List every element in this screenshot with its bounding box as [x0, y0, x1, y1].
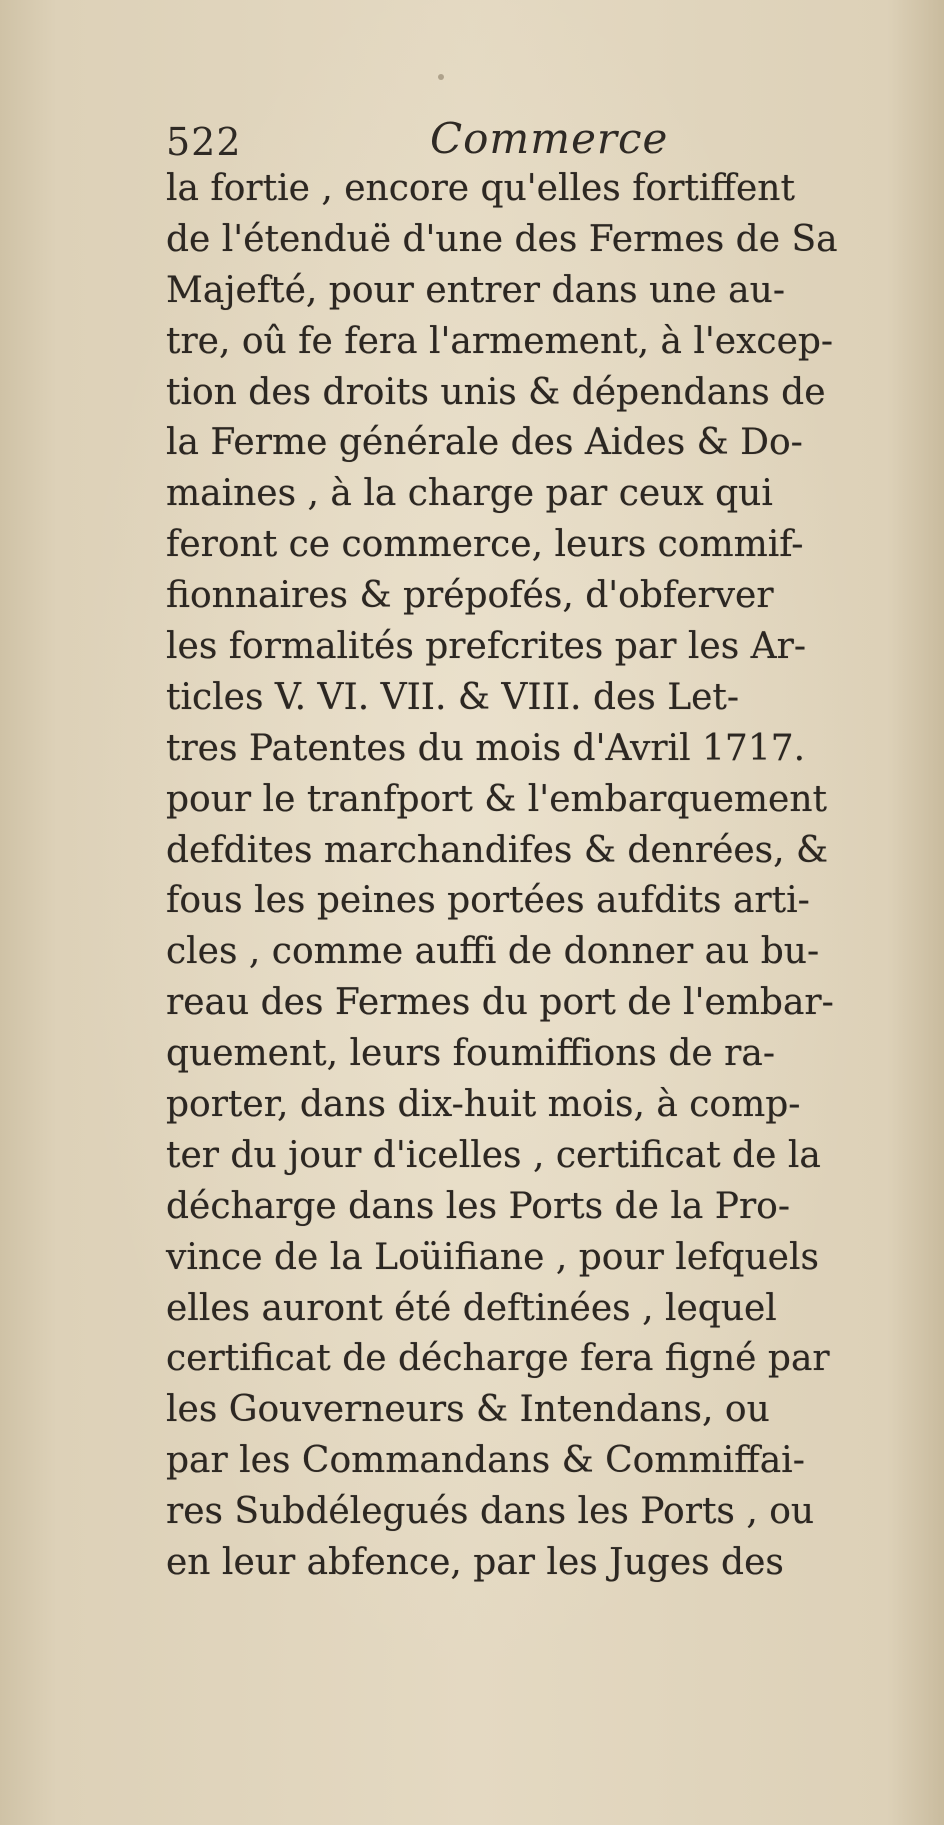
running-title: Commerce	[430, 114, 669, 163]
text-line: en leur abfence, par les Juges des	[166, 1542, 784, 1584]
text-line: defdites marchandifes & denrées, &	[166, 829, 829, 871]
text-line: reau des Fermes du port de l'embar-	[166, 982, 834, 1024]
text-line: porter, dans dix-huit mois, à comp-	[166, 1084, 801, 1126]
text-line: ter du jour d'icelles , certificat de la	[166, 1134, 821, 1176]
text-line: les Gouverneurs & Intendans, ou	[166, 1389, 770, 1431]
text-line: quement, leurs foumiffions de ra-	[166, 1033, 775, 1075]
text-line: elles auront été deftinées , lequel	[166, 1287, 777, 1329]
text-line: décharge dans les Ports de la Pro-	[166, 1185, 791, 1227]
text-line: pour le tranfport & l'embarquement	[166, 778, 827, 820]
text-line: la Ferme générale des Aides & Do-	[166, 422, 803, 464]
text-line: cles , comme auffi de donner au bu-	[166, 931, 820, 973]
text-line: res Subdélegués dans les Ports , ou	[166, 1491, 815, 1533]
text-line: la fortie , encore qu'elles fortiffent	[166, 168, 795, 209]
text-line: Majefté, pour entrer dans une au-	[166, 269, 785, 311]
text-line: vince de la Loüifiane , pour lefquels	[166, 1236, 819, 1278]
text-line: tre, oû fe fera l'armement, à l'excep-	[166, 320, 834, 362]
text-line: tres Patentes du mois d'Avril 1717.	[166, 727, 806, 769]
text-line: tion des droits unis & dépendans de	[166, 371, 826, 413]
text-line: les formalités prefcrites par les Ar-	[166, 626, 806, 668]
text-line: fionnaires & prépofés, d'obferver	[166, 575, 774, 617]
text-line: de l'étenduë d'une des Fermes de Sa	[166, 218, 838, 260]
text-line: par les Commandans & Commiffai-	[166, 1440, 805, 1482]
text-line: fous les peines portées aufdits arti-	[166, 880, 810, 922]
text-line: certificat de décharge fera figné par	[166, 1338, 830, 1380]
text-line: feront ce commerce, leurs commif-	[166, 524, 804, 566]
body-text	[166, 164, 914, 1589]
text-line: ticles V. VI. VII. & VIII. des Let-	[166, 676, 740, 718]
page-number: 522	[166, 120, 242, 164]
text-line: maines , à la charge par ceux qui	[166, 473, 773, 515]
paper-speck	[438, 74, 444, 80]
